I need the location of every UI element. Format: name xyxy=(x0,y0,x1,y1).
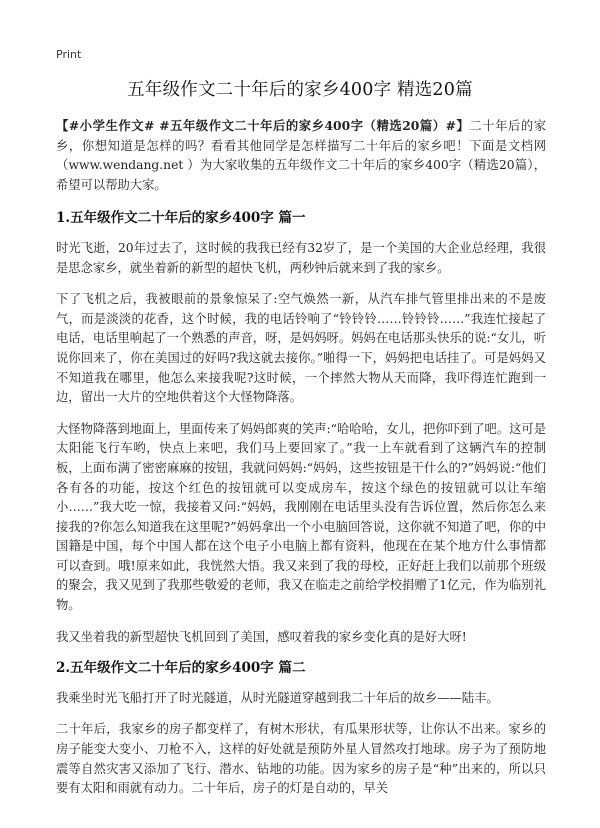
page-title: 五年级作文二十年后的家乡400字 精选20篇 xyxy=(127,80,473,100)
section-1-paragraph: 我又坐着我的新型超快飞机回到了美国，感叹着我的家乡变化真的是好大呀! xyxy=(56,629,467,644)
intro-tag: 【#小学生作文# #五年级作文二十年后的家乡400字（精选20篇）#】 xyxy=(56,118,470,133)
article-body xyxy=(56,116,546,811)
section-heading-1: 1.五年级作文二十年后的家乡400字 篇一 xyxy=(56,210,306,227)
section-1-paragraph: 时光飞逝，20年过去了，这时候的我我已经有32岁了，是一个美国的大企业总经理，我很是思念家乡，就坐着新的新型的超快飞机，两秒钟后就来到了我的家乡。 xyxy=(56,240,546,275)
section-2-paragraph: 我乘坐时光飞船打开了时光隧道，从时光隧道穿越到我二十年后的故乡——陆丰。 xyxy=(56,690,499,705)
intro-text: 二十年后的家乡，你想知道是怎样的吗？看看其他同学是怎样描写二十年后的家乡吧！下面是文档网（www.wendang.net ）为大家收集的五年级作文二十年后的家乡400字（精选20篇），希望可以帮助大家。 xyxy=(56,119,546,192)
intro-paragraph xyxy=(56,116,546,195)
section-1-paragraph: 大怪物降落到地面上，里面传来了妈妈郎爽的笑声:“哈哈哈，女儿，把你吓到了吧。这可是太阳能飞行车哟，快点上来吧，我们马上要回家了。”我一上车就看到了这辆汽车的控制板，上面布满了密密麻麻的按钮，我就问妈妈:“妈妈，这些按钮是干什么的?”妈妈说:“他们各有各的功能，按这个红色的按钮就可以变成房车，按这个绿色的按钮就可以让车缩小……”我大吃一惊，我接着又问:“妈妈，我刚刚在电话里头没有告诉位置，然后你怎么来接我的?你怎么知道我在这里呢?”妈妈拿出一个小电脑回答说，这你就不知道了吧，你的中国籍是中国，每个中国人都在这个电子小电脑上都有资料，他现在在某个地方什么事情都可以查到。哦!原来如此，我恍然大悟。我又来到了我的母校，正好赶上我们以前那个班级的聚会，我又见到了我那些敬爱的老师，我又在临走之前给学校捐赠了1亿元，作为临别礼物。 xyxy=(56,421,547,613)
section-2-paragraph: 二十年后，我家乡的房子都变样了，有树木形状，有瓜果形状等，让你认不出来。家乡的房子能变大变小、刀枪不入，这样的好处就是预防外星人冒然攻打地球。房子为了预防地震等自然灾害又添加了飞行、潜水、钻地的功能。因为家乡的房子是“种”出来的，所以只要有太阳和雨就有动力。二十年后，房子的灯是自动的，早关 xyxy=(56,722,546,796)
section-heading-2: 2.五年级作文二十年后的家乡400字 篇二 xyxy=(56,660,306,677)
print-link[interactable]: Print xyxy=(56,48,82,61)
section-1-paragraph: 下了飞机之后，我被眼前的景象惊呆了:空气焕然一新，从汽车排气管里排出来的不是废气，而是淡淡的花香，这个时候，我的电话铃响了“铃铃铃……铃铃铃……”我连忙接起了电话，电话里响起了一个熟悉的声音，呀，是妈妈呀。妈妈在电话那头快乐的说:“女儿，听说你回来了，你在美国过的好吗?我这就去接你。”啪得一下，妈妈把电话挂了。可是妈妈又不知道我在哪里，他怎么来接我呢?这时候，一个摔然大物从天而降，我吓得连忙跑到一边，留出一大片的空地供着这个大怪物降落。 xyxy=(56,292,547,405)
